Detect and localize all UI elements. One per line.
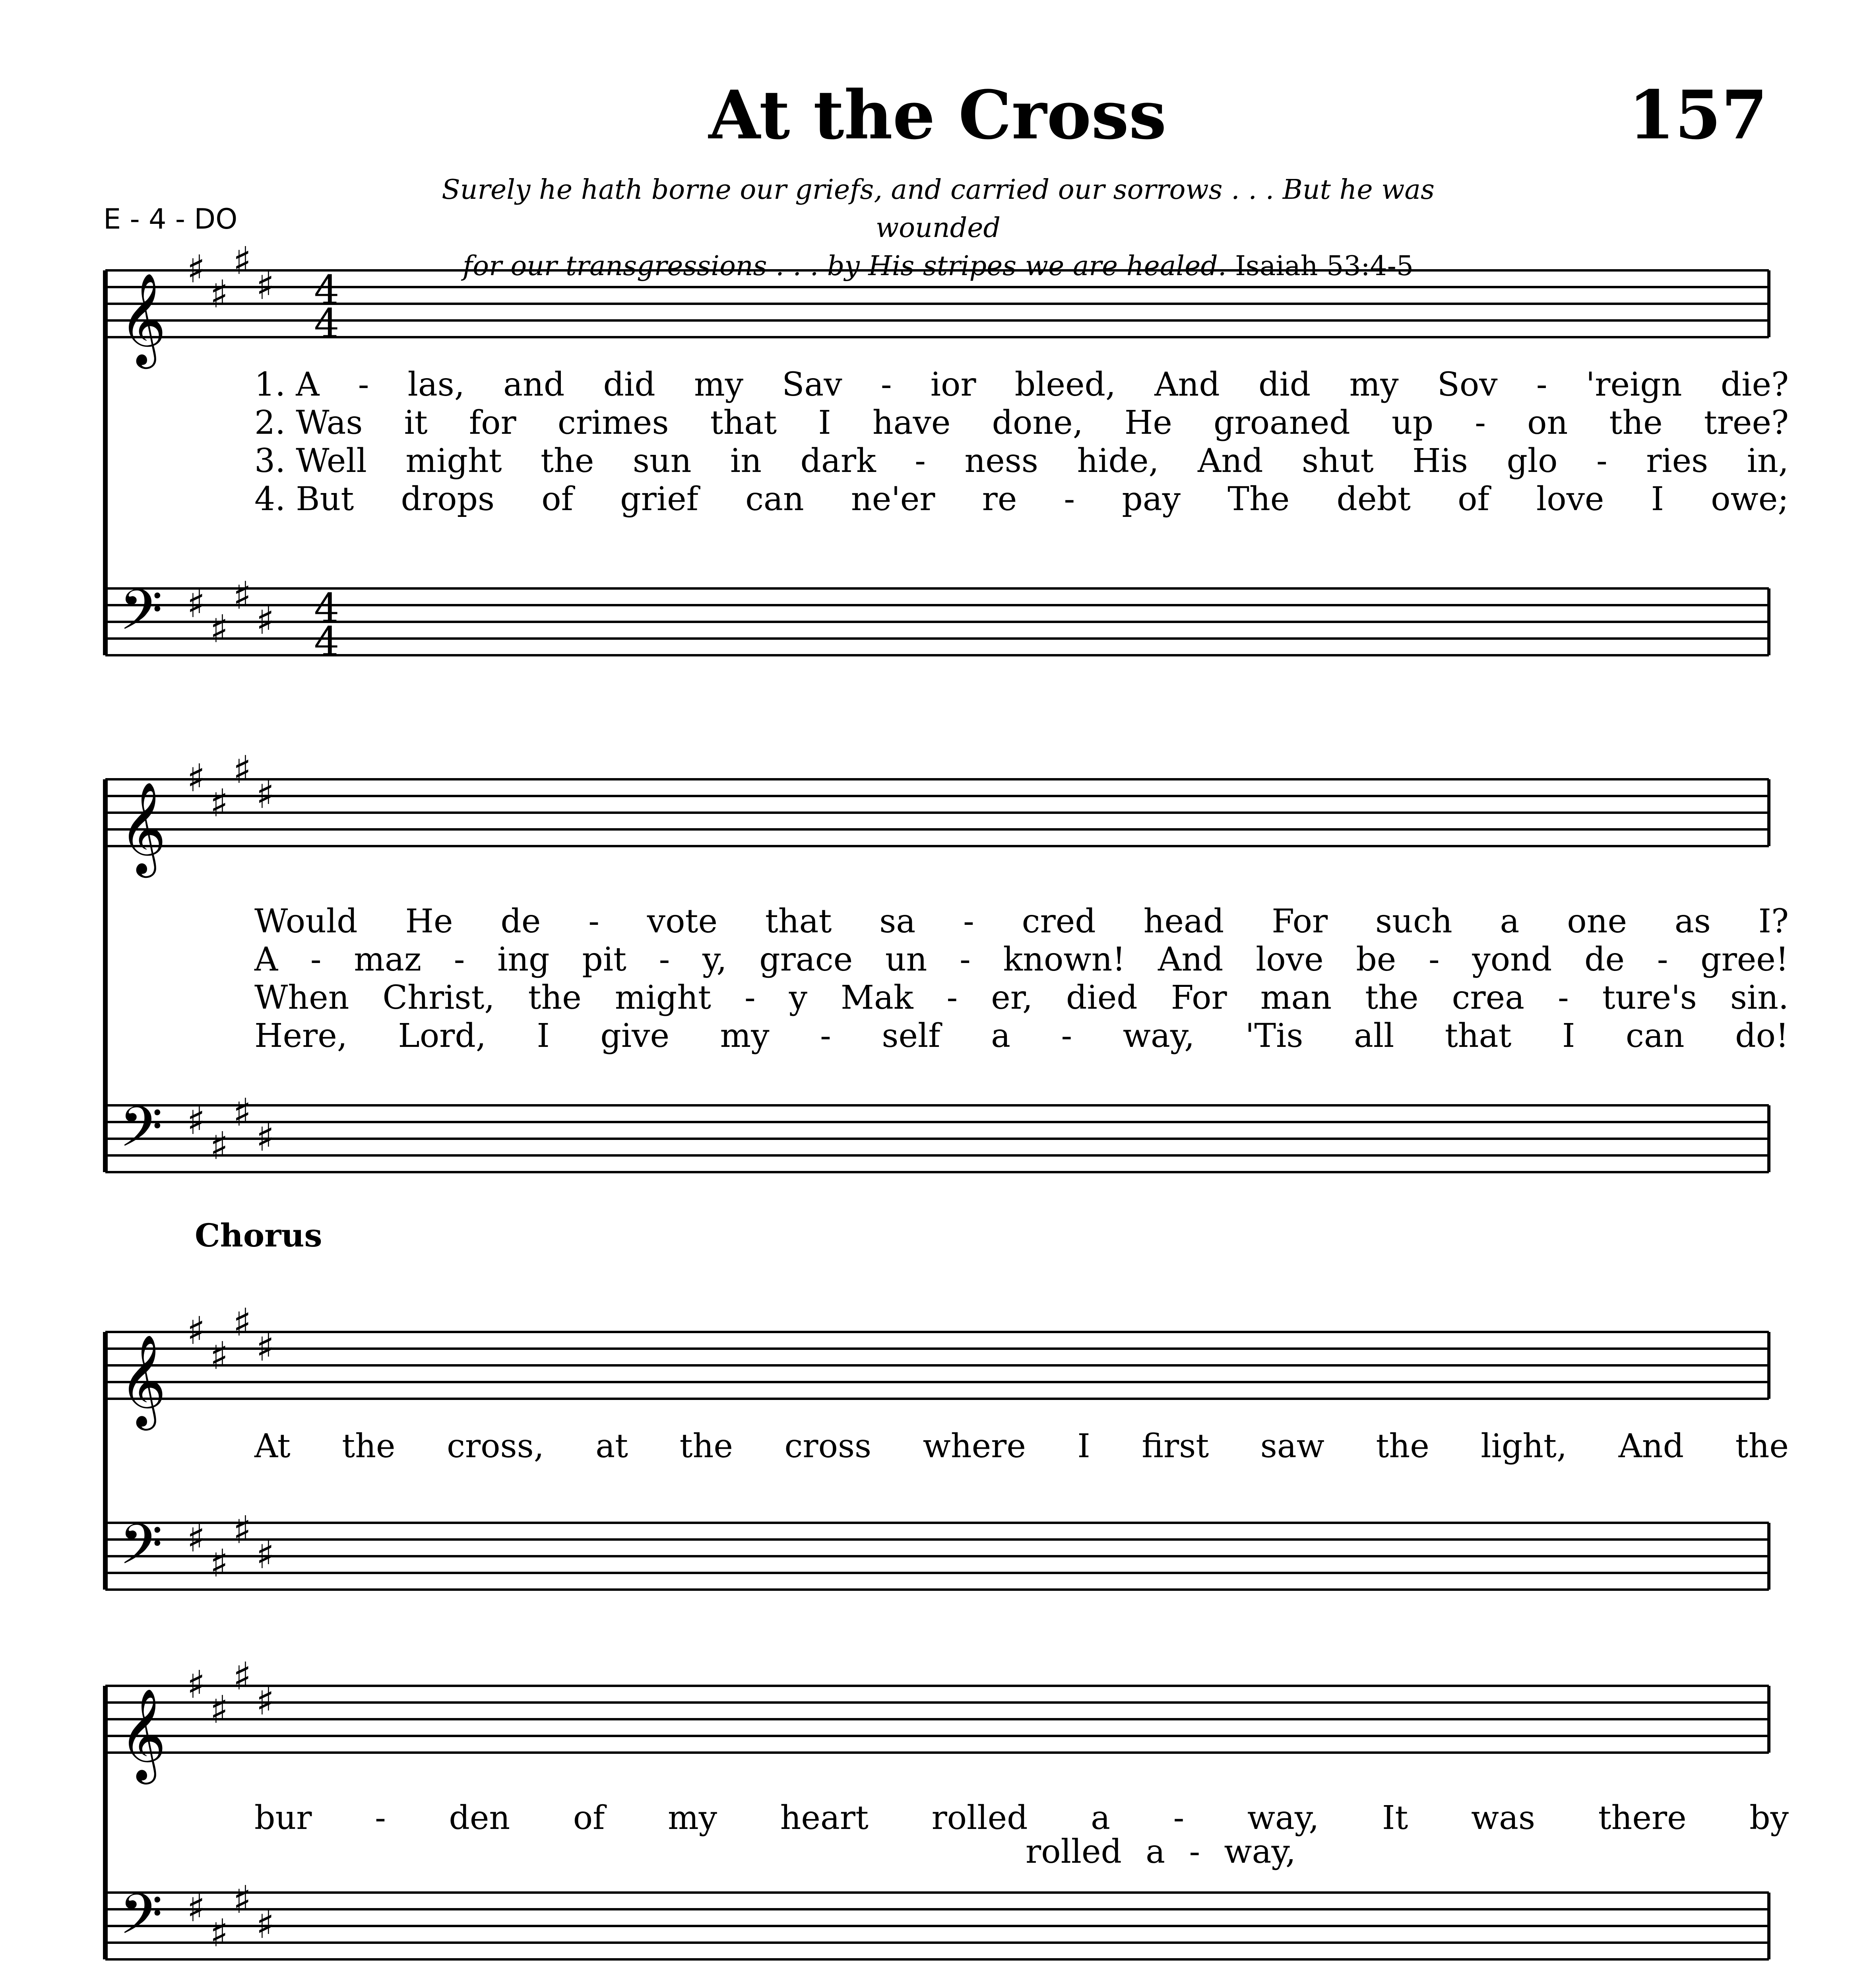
lyric-syllable: do!	[1735, 1017, 1789, 1055]
lyric-syllable: on	[1527, 404, 1568, 442]
verse-2-line	[254, 404, 1789, 442]
lyric-syllable: -	[1189, 1833, 1200, 1871]
sharp-icon: ♯	[256, 264, 275, 308]
lyric-syllable: y,	[702, 941, 727, 978]
verse-2-line	[254, 941, 1789, 979]
sharp-icon: ♯	[187, 582, 206, 626]
lyric-syllable: Mak	[841, 979, 913, 1017]
sharp-icon: ♯	[210, 1911, 229, 1955]
sharp-icon: ♯	[256, 1115, 275, 1160]
lyric-syllable: heart	[780, 1799, 869, 1837]
chorus-line	[254, 1799, 1789, 1837]
lyric-syllable: ture's	[1602, 979, 1697, 1017]
lyric-syllable: He	[405, 903, 453, 940]
lyric-syllable: -	[310, 941, 322, 978]
sharp-icon: ♯	[256, 1679, 275, 1724]
lyric-syllable: -	[946, 979, 958, 1017]
lyric-syllable: the	[342, 1427, 396, 1465]
lyrics-system-4	[254, 1799, 1789, 1837]
lyric-syllable: For	[1272, 903, 1328, 940]
lyric-syllable: did	[603, 366, 655, 404]
sharp-icon: ♯	[210, 272, 229, 316]
lyric-syllable: -	[960, 941, 971, 978]
lyric-syllable: cred	[1022, 903, 1096, 940]
lyric-syllable: shut	[1302, 442, 1374, 480]
sharp-icon: ♯	[187, 1099, 206, 1143]
lyric-syllable: -	[1475, 404, 1486, 442]
lyric-syllable: -	[1061, 1017, 1072, 1055]
lyric-syllable: done,	[992, 404, 1083, 442]
verse-4-line	[254, 1017, 1789, 1055]
key-note: E - 4 - DO	[103, 203, 238, 235]
verse-4-line	[254, 480, 1789, 518]
lyric-syllable: the	[679, 1427, 733, 1465]
lyric-syllable: way,	[1224, 1833, 1296, 1871]
lyric-syllable: -	[963, 903, 974, 940]
lyric-syllable: un	[885, 941, 927, 978]
lyric-syllable: y	[789, 979, 808, 1017]
sharp-icon: ♯	[187, 247, 206, 291]
lyric-syllable: where	[923, 1427, 1026, 1465]
lyric-syllable: die?	[1720, 366, 1789, 404]
bass-clef-icon: 𝄢	[119, 1095, 163, 1173]
lyric-syllable: of	[1458, 480, 1489, 518]
sharp-icon: ♯	[210, 1541, 229, 1586]
lyric-syllable: -	[588, 903, 599, 940]
lyric-syllable: first	[1142, 1427, 1209, 1465]
lyric-syllable: vote	[647, 903, 717, 940]
lyric-syllable: groaned	[1214, 404, 1350, 442]
lyric-syllable: give	[600, 1017, 669, 1055]
lyric-syllable: re	[982, 480, 1017, 518]
lyric-syllable: And	[1154, 366, 1220, 404]
lyric-syllable: -	[880, 366, 892, 404]
lyric-syllable: that	[1445, 1017, 1512, 1055]
lyric-syllable: the	[1365, 979, 1419, 1017]
lyric-syllable: I	[1562, 1017, 1575, 1055]
lyric-syllable: de	[500, 903, 541, 940]
lyric-syllable: -	[1173, 1799, 1185, 1837]
lyric-syllable: ne'er	[851, 480, 935, 518]
verse-1-line	[254, 903, 1789, 941]
time-sig-numerator: 4	[314, 267, 339, 313]
lyric-syllable: it	[404, 404, 428, 442]
lyric-syllable: -	[375, 1799, 386, 1837]
lyric-syllable: my	[694, 366, 744, 404]
scripture-reference: Isaiah 53:4-5	[1235, 250, 1414, 282]
lyric-syllable: all	[1353, 1017, 1394, 1055]
lyric-syllable: have	[872, 404, 951, 442]
lyric-syllable: man	[1260, 979, 1332, 1017]
sharp-icon: ♯	[233, 747, 252, 792]
lyric-syllable: sa	[879, 903, 916, 940]
lyric-syllable: At	[254, 1427, 291, 1465]
lyric-syllable: that	[765, 903, 832, 940]
verse-3-line	[254, 979, 1789, 1017]
lyric-syllable: And	[1618, 1427, 1684, 1465]
scripture-line-2-text: for our transgressions . . . by His stripes we are healed.	[462, 250, 1227, 282]
lyric-syllable: in	[730, 442, 762, 480]
lyric-syllable: my	[1349, 366, 1399, 404]
lyric-syllable: glo	[1507, 442, 1558, 480]
lyric-syllable: -	[454, 941, 465, 978]
bass-clef-icon: 𝄢	[119, 578, 163, 656]
lyric-syllable: I	[1077, 1427, 1090, 1465]
lyric-syllable: 3. Well	[254, 442, 367, 480]
treble-clef-icon: 𝄞	[119, 1334, 167, 1427]
lyric-syllable: gree!	[1700, 941, 1789, 978]
lyric-syllable: -	[358, 366, 369, 404]
lyric-syllable: grief	[620, 480, 698, 518]
sharp-icon: ♯	[187, 1309, 206, 1353]
lyric-syllable: be	[1356, 941, 1396, 978]
lyric-syllable: way,	[1247, 1799, 1319, 1837]
lyric-syllable: my	[720, 1017, 770, 1055]
lyric-syllable: as	[1674, 903, 1711, 940]
lyric-syllable: can	[745, 480, 804, 518]
lyric-syllable: love	[1536, 480, 1604, 518]
lyric-syllable: did	[1258, 366, 1311, 404]
lyric-syllable: He	[1124, 404, 1172, 442]
sharp-icon: ♯	[233, 1300, 252, 1345]
lyric-syllable: grace	[759, 941, 853, 978]
lyric-syllable: saw	[1260, 1427, 1324, 1465]
lyric-syllable: ing	[497, 941, 550, 978]
lyric-syllable: ness	[964, 442, 1038, 480]
lyric-syllable: cross	[784, 1427, 872, 1465]
lyric-syllable: the	[528, 979, 582, 1017]
lyric-syllable: A	[254, 941, 278, 978]
treble-clef-icon: 𝄞	[119, 781, 167, 874]
lyric-syllable: the	[541, 442, 594, 480]
treble-clef-icon: 𝄞	[119, 1688, 167, 1780]
lyric-syllable: And	[1198, 442, 1263, 480]
lyric-syllable: for	[469, 404, 516, 442]
sharp-icon: ♯	[256, 1325, 275, 1370]
sharp-icon: ♯	[233, 573, 252, 618]
lyric-syllable: I	[1651, 480, 1664, 518]
lyric-syllable: bleed,	[1014, 366, 1116, 404]
lyric-syllable: died	[1066, 979, 1138, 1017]
sharp-icon: ♯	[187, 756, 206, 800]
sharp-icon: ♯	[256, 1903, 275, 1947]
lyric-syllable: 'Tis	[1245, 1017, 1303, 1055]
lyric-syllable: known!	[1003, 941, 1126, 978]
lyric-syllable: yond	[1472, 941, 1552, 978]
lyric-syllable: my	[667, 1799, 717, 1837]
lyric-syllable: tree?	[1704, 404, 1789, 442]
lyrics-system-2	[254, 903, 1789, 1055]
lyric-syllable: was	[1471, 1799, 1536, 1837]
lyrics-system-1	[254, 366, 1789, 518]
lyric-syllable: by	[1749, 1799, 1789, 1837]
sharp-icon: ♯	[187, 1886, 206, 1930]
lyric-syllable: head	[1143, 903, 1224, 940]
chorus-label: Chorus	[195, 1217, 322, 1254]
lyric-syllable: -	[1064, 480, 1075, 518]
lyric-syllable: the	[1376, 1427, 1429, 1465]
lyric-syllable: Here,	[254, 1017, 347, 1055]
lyric-syllable: 1. A	[254, 366, 320, 404]
lyric-syllable: of	[573, 1799, 605, 1837]
sharp-icon: ♯	[210, 607, 229, 651]
scripture-line-1: Surely he hath borne our griefs, and carried our sorrows . . . But he was wounded	[442, 174, 1435, 244]
sharp-icon: ♯	[233, 239, 252, 283]
treble-clef-icon: 𝄞	[119, 272, 167, 365]
lyric-syllable: sin.	[1730, 979, 1789, 1017]
lyric-syllable: ior	[930, 366, 976, 404]
lyric-syllable: crimes	[557, 404, 669, 442]
lyric-syllable: Would	[254, 903, 358, 940]
lyric-syllable: can	[1625, 1017, 1685, 1055]
lyric-syllable: a	[1146, 1833, 1165, 1871]
lyric-syllable: -	[745, 979, 756, 1017]
lyric-syllable: den	[449, 1799, 510, 1837]
lyric-syllable: -	[820, 1017, 831, 1055]
lyric-syllable: at	[595, 1427, 628, 1465]
lyric-syllable: that	[710, 404, 777, 442]
sharp-icon: ♯	[210, 1687, 229, 1732]
lyric-syllable: might	[405, 442, 502, 480]
lyric-syllable: His	[1412, 442, 1468, 480]
lyric-syllable: cross,	[447, 1427, 544, 1465]
lyric-syllable: the	[1735, 1427, 1789, 1465]
lyric-syllable: bur	[254, 1799, 312, 1837]
lyric-syllable: er,	[991, 979, 1033, 1017]
lyric-syllable: Sav	[782, 366, 842, 404]
lyric-syllable: -	[1596, 442, 1607, 480]
lyric-syllable: ries	[1646, 442, 1708, 480]
lyric-syllable: -	[1558, 979, 1569, 1017]
lyric-syllable: It	[1382, 1799, 1408, 1837]
lyric-syllable: up	[1391, 404, 1434, 442]
lyric-syllable: in,	[1747, 442, 1789, 480]
sharp-icon: ♯	[233, 1090, 252, 1135]
lyric-syllable: the	[1609, 404, 1663, 442]
lyric-syllable: -	[659, 941, 670, 978]
sharp-icon: ♯	[210, 1334, 229, 1378]
lyric-syllable: -	[1536, 366, 1547, 404]
lyric-syllable: maz	[354, 941, 422, 978]
lyric-syllable: crea	[1452, 979, 1525, 1017]
time-sig-numerator: 4	[314, 585, 339, 631]
sharp-icon: ♯	[187, 1516, 206, 1561]
sharp-icon: ♯	[233, 1508, 252, 1552]
lyric-syllable: one	[1567, 903, 1627, 940]
lyric-syllable: debt	[1336, 480, 1411, 518]
sharp-icon: ♯	[210, 781, 229, 825]
lyric-syllable: las,	[407, 366, 465, 404]
lyric-syllable: 4. But	[254, 480, 354, 518]
lyric-syllable: For	[1171, 979, 1227, 1017]
lyric-syllable: a	[1500, 903, 1520, 940]
sharp-icon: ♯	[210, 1124, 229, 1168]
lyric-syllable: 'reign	[1586, 366, 1682, 404]
lyrics-system-3	[254, 1427, 1789, 1466]
lyric-syllable: de	[1584, 941, 1625, 978]
lyric-syllable: of	[541, 480, 573, 518]
lyric-syllable: pit	[582, 941, 626, 978]
lyric-syllable: dark	[800, 442, 876, 480]
lyric-syllable: light,	[1481, 1427, 1567, 1465]
lyric-syllable: hide,	[1077, 442, 1159, 480]
lyric-syllable: sun	[632, 442, 692, 480]
lyric-syllable: self	[882, 1017, 940, 1055]
lyric-syllable: might	[615, 979, 712, 1017]
lyric-syllable: Sov	[1437, 366, 1498, 404]
lyric-syllable: rolled	[931, 1799, 1028, 1837]
bass-clef-icon: 𝄢	[119, 1512, 163, 1591]
lyric-syllable: I	[818, 404, 831, 442]
lyric-syllable: When	[254, 979, 349, 1017]
lyric-syllable: love	[1256, 941, 1324, 978]
verse-1-line	[254, 366, 1789, 404]
lyric-syllable: and	[503, 366, 565, 404]
lyric-syllable: pay	[1122, 480, 1181, 518]
sharp-icon: ♯	[187, 1662, 206, 1707]
sharp-icon: ♯	[233, 1654, 252, 1699]
verse-3-line	[254, 442, 1789, 480]
lyric-syllable: owe;	[1711, 480, 1789, 518]
time-sig-denominator: 4	[314, 618, 339, 665]
time-sig-denominator: 4	[314, 300, 339, 347]
lyric-syllable: drops	[401, 480, 495, 518]
chorus-line	[254, 1427, 1789, 1466]
lyric-syllable: -	[1657, 941, 1668, 978]
lyric-syllable: way,	[1123, 1017, 1195, 1055]
lyric-syllable: a	[1091, 1799, 1111, 1837]
sharp-icon: ♯	[256, 1533, 275, 1577]
lyric-syllable: -	[915, 442, 926, 480]
hymn-title: At the Cross	[708, 76, 1167, 154]
echo-line	[1026, 1833, 1296, 1871]
sharp-icon: ♯	[233, 1877, 252, 1922]
lyric-syllable: such	[1375, 903, 1452, 940]
lyric-syllable: rolled	[1026, 1833, 1122, 1871]
lyric-syllable: I	[537, 1017, 550, 1055]
lyric-syllable: The	[1227, 480, 1290, 518]
lyric-syllable: Lord,	[398, 1017, 486, 1055]
lyric-syllable: I?	[1758, 903, 1789, 940]
lyric-syllable: And	[1158, 941, 1224, 978]
sharp-icon: ♯	[256, 598, 275, 643]
hymn-number: 157	[1628, 76, 1768, 154]
lyrics-echo	[1026, 1833, 1296, 1871]
lyric-syllable: a	[991, 1017, 1010, 1055]
lyric-syllable: Christ,	[382, 979, 495, 1017]
lyric-syllable: there	[1598, 1799, 1687, 1837]
bass-clef-icon: 𝄢	[119, 1882, 163, 1961]
lyric-syllable: -	[1429, 941, 1440, 978]
lyric-syllable: 2. Was	[254, 404, 363, 442]
sharp-icon: ♯	[256, 773, 275, 817]
